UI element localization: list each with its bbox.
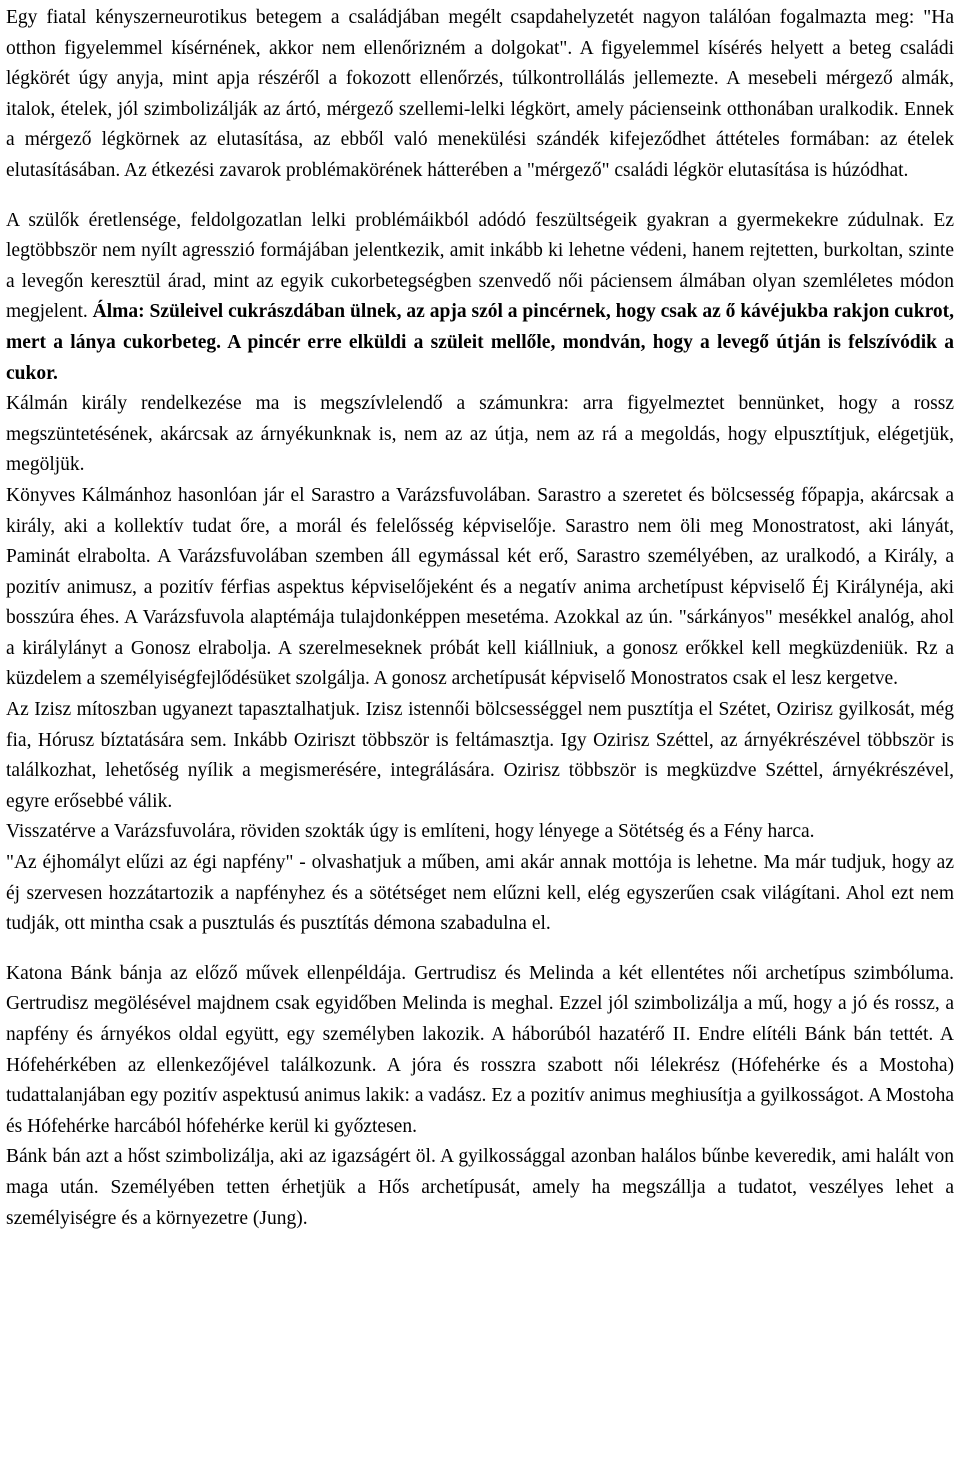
- paragraph-bank-ban: Katona Bánk bánja az előző művek ellenpéldája. Gertrudisz és Melinda a két ellentétes női archetípus szimbóluma. Gertrudisz megölésével majdnem csak egyidőben Melinda is meghal. Ezzel jól szimbolizálja a mű, hogy a jó és rossz, a napfény és árnyékos oldal együtt, egy személyben lakozik. A háborúból hazatérő II. Endre elítéli Bánk bán tettét. A Hófehérkében az ellenkezőjével találkozunk. A jóra és rosszra szabott női lélekrész (Hófehérke és a Mostoha) tudattalanjában egy pozitív aspektusú animus lakik: a vadász. Ez a pozitív animus meghiusítja a gyilkosságot. A Mostoha és Hófehérke harcából hófehérke kerül ki győztesen.: [6, 962, 954, 1137]
- paragraph-ejhomaly-quote: "Az éjhomályt elűzi az égi napfény" - olvashatjuk a műben, ami akár annak mottója is lehetne. Ma már tudjuk, hogy az éj szervesen hozzátartozik a napfényhez és a sötétséget nem elűzni kell, elég egyszerűen csak világítani. Ahol ezt nem tudják, ott mintha csak a pusztulás és pusztítás démona szabadulna el.: [6, 852, 954, 935]
- paragraph-sarastro: Könyves Kálmánhoz hasonlóan jár el Sarastro a Varázsfuvolában. Sarastro a szeretet és bölcsesség főpapja, akárcsak a király, aki a kollektív tudat őre, a morál és felelősség képviselője. Sarastro nem öli meg Monostratost, aki lányát, Paminát elrabolta. A Varázsfuvolában szemben áll egymással két erő, Sarastro személyében, az uralkodó, a Király, a pozitív animusz, a pozitív férfias aspektus képviselőjeként és a negatív anima archetípust képviselő Éj Királynéja, aki bosszúra éhes. A Varázsfuvola alaptémája tulajdonképpen mesetéma. Azokkal az ún. "sárkányos" mesékkel analóg, ahol a királylányt a Gonosz elrabolja. A szerelmeseknek próbát kell kiállniuk, a gonosz erőkkel kell megküzdeniük. Rz a küzdelem a személyiségfejlődésüket szolgálja. A gonosz archetípusát képviselő Monostratos csak el lesz kergetve.: [6, 484, 954, 690]
- paragraph-parents-immaturity: [6, 206, 954, 390]
- paragraph-hos-archetipus: Bánk bán azt a hőst szimbolizálja, aki az igazságért öl. A gyilkossággal azonban halálos bűnbe keveredik, ami halált von maga után. Személyében tetten érhetjük a Hős archetípusát, amely ha megszállja a tudatot, veszélyes lehet a személyiségre és a környezetre (Jung).: [6, 1146, 954, 1229]
- paragraph-text: A szülők éretlensége, feldolgozatlan lelki problémáikból adódó feszültségeik gyakran a gyermekekre zúdulnak. Ez legtöbbször nem nyílt agresszió formájában jelentkezik, amit inkább ki lehetne védeni, hanem rejtetten, burkoltan, szinte a levegőn keresztül árad, mint az egyik cukorbetegségben szenvedő női páciensem álmában olyan szemléletes módon megjelent.: [6, 209, 954, 323]
- dream-description-bold: Álma: Szüleivel cukrászdában ülnek, az apja szól a pincérnek, hogy csak az ő kávéjukba rakjon cukrot, mert a lánya cukorbeteg. A pincér erre elküldi a szüleit mellőle, mondván, hogy a levegő útján is felszívódik a cukor.: [6, 301, 955, 384]
- paragraph-family-atmosphere: Egy fiatal kényszerneurotikus betegem a családjában megélt csapdahelyzetét nagyon találóan fogalmazta meg: "Ha otthon figyelemmel kísérnének, akkor nem ellenőrizném a dolgokat". A figyelemmel kísérés helyett a beteg családi légkörét úgy anyja, mint apja részéről a fokozott ellenőrzés, túlkontrollálás jellemezte. A mesebeli mérgező almák, italok, ételek, jól szimbolizálják az ártó, mérgező szellemi-lelki légkört, amely pácienseink otthonában uralkodik. Ennek a mérgező légkörnek az elutasítása, az ebből való menekülési szándék kifejeződhet áttételes formában: az ételek elutasításában. Az étkezési zavarok problémakörének hátterében a "mérgező" családi légkör elutasítása is húzódhat.: [6, 7, 954, 181]
- paragraph-izisz-mitosz: Az Izisz mítoszban ugyanezt tapasztalhatjuk. Izisz istennői bölcsességgel nem pusztítja el Szétet, Ozirisz gyilkosát, még fia, Hórusz bíztatására sem. Inkább Oziriszt többször is feltámasztja. Igy Ozirisz Széttel, az árnyékrészével többször is találkozhat, lehetőség nyílik a megismerésére, integrálására. Ozirisz többször is megküzdve Széttel, árnyékrészével, egyre erősebbé válik.: [6, 699, 954, 812]
- paragraph-varazsfuvola-return: Visszatérve a Varázsfuvolára, röviden szokták úgy is említeni, hogy lényege a Sötétség és a Fény harca.: [6, 821, 815, 843]
- paragraph-kalman-kiraly: Kálmán király rendelkezése ma is megszívlelendő a számunkra: arra figyelmeztet bennünket, hogy a rossz megszüntetésének, akárcsak az árnyékunknak is, nem az az útja, nem az rá a megoldás, hogy elpusztítjuk, elégetjük, megöljük.: [6, 393, 954, 476]
